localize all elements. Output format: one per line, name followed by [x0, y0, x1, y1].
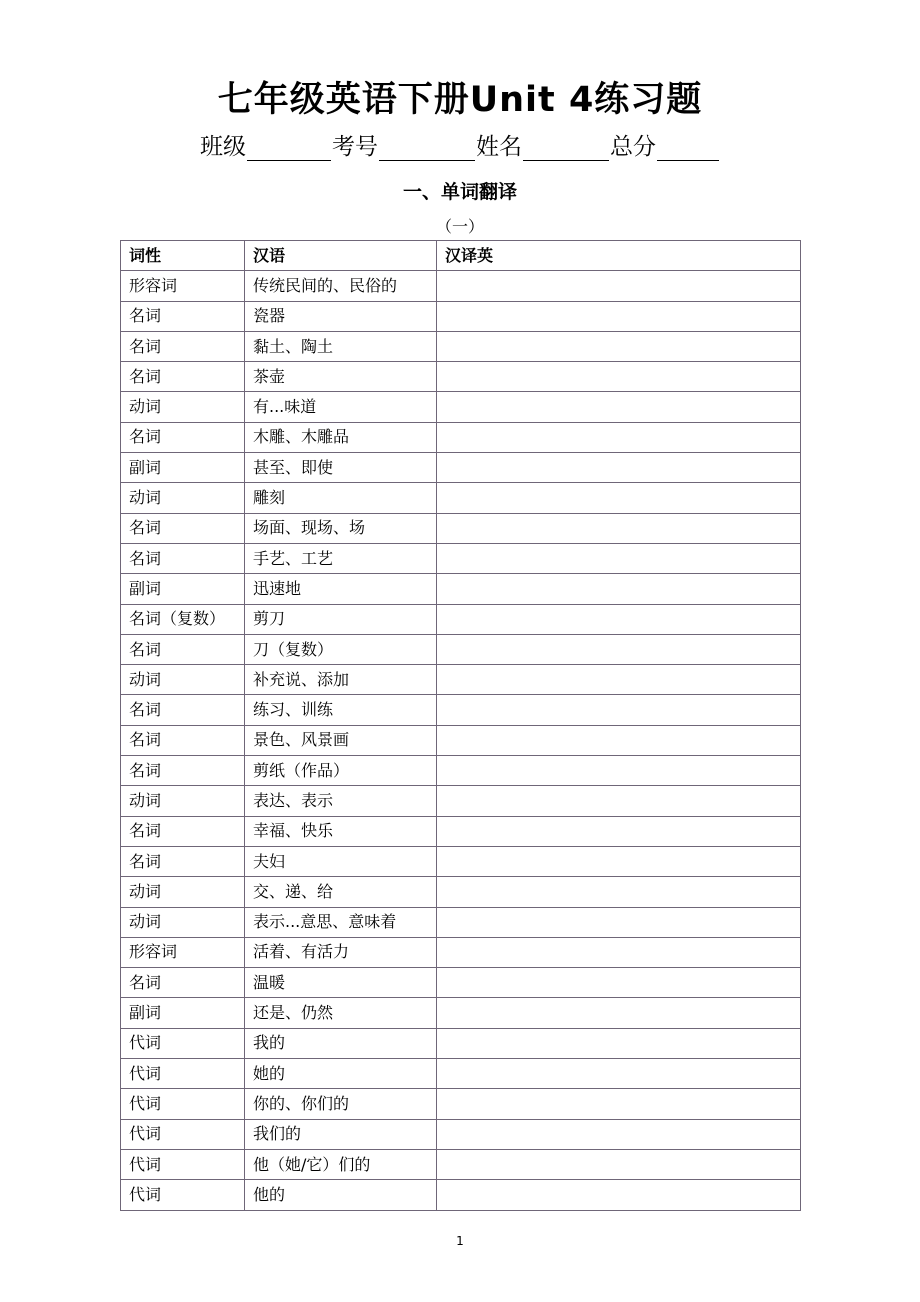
english-answer-cell[interactable]	[437, 422, 801, 452]
header-english: 汉译英	[437, 241, 801, 271]
english-answer-cell[interactable]	[437, 937, 801, 967]
chinese-cell: 幸福、快乐	[245, 816, 437, 846]
pos-cell: 动词	[121, 907, 245, 937]
table-row	[121, 422, 801, 452]
pos-cell: 名词	[121, 725, 245, 755]
table-row	[121, 483, 801, 513]
chinese-cell: 我的	[245, 1028, 437, 1058]
table-row	[121, 301, 801, 331]
pos-cell: 形容词	[121, 937, 245, 967]
pos-cell: 名词	[121, 301, 245, 331]
pos-cell: 动词	[121, 877, 245, 907]
chinese-cell: 传统民间的、民俗的	[245, 271, 437, 301]
chinese-cell: 有...味道	[245, 392, 437, 422]
table-row	[121, 1149, 801, 1179]
table-row	[121, 846, 801, 876]
english-answer-cell[interactable]	[437, 634, 801, 664]
table-row	[121, 786, 801, 816]
pos-cell: 动词	[121, 392, 245, 422]
header-chinese: 汉语	[245, 241, 437, 271]
chinese-cell: 表达、表示	[245, 786, 437, 816]
table-row	[121, 1089, 801, 1119]
english-answer-cell[interactable]	[437, 1059, 801, 1089]
english-answer-cell[interactable]	[437, 453, 801, 483]
english-answer-cell[interactable]	[437, 1149, 801, 1179]
table-row	[121, 937, 801, 967]
page-title: 七年级英语下册Unit 4练习题	[217, 80, 703, 120]
section-title: 一、单词翻译	[402, 181, 517, 203]
table-row	[121, 392, 801, 422]
chinese-cell: 剪纸（作品）	[245, 756, 437, 786]
table-row	[121, 725, 801, 755]
english-answer-cell[interactable]	[437, 786, 801, 816]
chinese-cell: 茶壶	[245, 362, 437, 392]
pos-cell: 代词	[121, 1180, 245, 1210]
english-answer-cell[interactable]	[437, 877, 801, 907]
subsection-title: （一）	[435, 217, 484, 236]
table-row	[121, 1119, 801, 1149]
score-blank[interactable]	[657, 136, 719, 161]
chinese-cell: 他（她/它）们的	[245, 1149, 437, 1179]
table-row	[121, 453, 801, 483]
english-answer-cell[interactable]	[437, 483, 801, 513]
vocab-table	[120, 240, 801, 1211]
chinese-cell: 交、递、给	[245, 877, 437, 907]
english-answer-cell[interactable]	[437, 574, 801, 604]
pos-cell: 名词	[121, 634, 245, 664]
table-row	[121, 513, 801, 543]
table-row	[121, 271, 801, 301]
name-blank[interactable]	[523, 136, 609, 161]
table-row	[121, 1059, 801, 1089]
english-answer-cell[interactable]	[437, 998, 801, 1028]
table-row	[121, 816, 801, 846]
pos-cell: 代词	[121, 1119, 245, 1149]
pos-cell: 名词	[121, 968, 245, 998]
table-row	[121, 604, 801, 634]
table-row	[121, 695, 801, 725]
pos-cell: 代词	[121, 1149, 245, 1179]
score-label: 总分	[610, 134, 656, 160]
chinese-cell: 我们的	[245, 1119, 437, 1149]
pos-cell: 动词	[121, 665, 245, 695]
english-answer-cell[interactable]	[437, 1180, 801, 1210]
table-row	[121, 634, 801, 664]
english-answer-cell[interactable]	[437, 301, 801, 331]
chinese-cell: 瓷器	[245, 301, 437, 331]
pos-cell: 名词	[121, 331, 245, 361]
english-answer-cell[interactable]	[437, 695, 801, 725]
table-row	[121, 998, 801, 1028]
chinese-cell: 活着、有活力	[245, 937, 437, 967]
english-answer-cell[interactable]	[437, 1028, 801, 1058]
chinese-cell: 他的	[245, 1180, 437, 1210]
number-label: 考号	[332, 134, 378, 160]
table-row	[121, 574, 801, 604]
pos-cell: 动词	[121, 786, 245, 816]
class-blank[interactable]	[247, 136, 331, 161]
chinese-cell: 手艺、工艺	[245, 543, 437, 573]
chinese-cell: 迅速地	[245, 574, 437, 604]
english-answer-cell[interactable]	[437, 725, 801, 755]
pos-cell: 名词（复数）	[121, 604, 245, 634]
chinese-cell: 黏土、陶土	[245, 331, 437, 361]
chinese-cell: 场面、现场、场	[245, 513, 437, 543]
english-answer-cell[interactable]	[437, 756, 801, 786]
chinese-cell: 补充说、添加	[245, 665, 437, 695]
pos-cell: 名词	[121, 422, 245, 452]
english-answer-cell[interactable]	[437, 392, 801, 422]
table-row	[121, 665, 801, 695]
pos-cell: 代词	[121, 1089, 245, 1119]
english-answer-cell[interactable]	[437, 816, 801, 846]
chinese-cell: 景色、风景画	[245, 725, 437, 755]
pos-cell: 副词	[121, 998, 245, 1028]
english-answer-cell[interactable]	[437, 513, 801, 543]
pos-cell: 名词	[121, 362, 245, 392]
pos-cell: 代词	[121, 1028, 245, 1058]
table-header-row	[121, 241, 801, 271]
chinese-cell: 剪刀	[245, 604, 437, 634]
table-row	[121, 877, 801, 907]
chinese-cell: 还是、仍然	[245, 998, 437, 1028]
table-row	[121, 1180, 801, 1210]
english-answer-cell[interactable]	[437, 1089, 801, 1119]
english-answer-cell[interactable]	[437, 331, 801, 361]
table-row	[121, 968, 801, 998]
page-number: 1	[456, 1234, 464, 1248]
table-row	[121, 756, 801, 786]
number-blank[interactable]	[379, 136, 475, 161]
pos-cell: 名词	[121, 846, 245, 876]
chinese-cell: 温暖	[245, 968, 437, 998]
pos-cell: 代词	[121, 1059, 245, 1089]
pos-cell: 名词	[121, 695, 245, 725]
pos-cell: 名词	[121, 756, 245, 786]
pos-cell: 名词	[121, 543, 245, 573]
english-answer-cell[interactable]	[437, 362, 801, 392]
student-info-line	[0, 128, 920, 161]
english-answer-cell[interactable]	[437, 665, 801, 695]
header-pos: 词性	[121, 241, 245, 271]
chinese-cell: 表示...意思、意味着	[245, 907, 437, 937]
table-row	[121, 331, 801, 361]
class-label: 班级	[200, 134, 246, 160]
chinese-cell: 甚至、即使	[245, 453, 437, 483]
table-row	[121, 907, 801, 937]
chinese-cell: 你的、你们的	[245, 1089, 437, 1119]
english-answer-cell[interactable]	[437, 846, 801, 876]
english-answer-cell[interactable]	[437, 1119, 801, 1149]
pos-cell: 形容词	[121, 271, 245, 301]
english-answer-cell[interactable]	[437, 271, 801, 301]
pos-cell: 副词	[121, 574, 245, 604]
english-answer-cell[interactable]	[437, 543, 801, 573]
chinese-cell: 她的	[245, 1059, 437, 1089]
english-answer-cell[interactable]	[437, 968, 801, 998]
pos-cell: 动词	[121, 483, 245, 513]
pos-cell: 名词	[121, 513, 245, 543]
chinese-cell: 木雕、木雕品	[245, 422, 437, 452]
name-label: 姓名	[476, 134, 522, 160]
chinese-cell: 练习、训练	[245, 695, 437, 725]
chinese-cell: 刀（复数）	[245, 634, 437, 664]
pos-cell: 副词	[121, 453, 245, 483]
table-row	[121, 543, 801, 573]
english-answer-cell[interactable]	[437, 604, 801, 634]
chinese-cell: 雕刻	[245, 483, 437, 513]
english-answer-cell[interactable]	[437, 907, 801, 937]
table-row	[121, 1028, 801, 1058]
table-row	[121, 362, 801, 392]
chinese-cell: 夫妇	[245, 846, 437, 876]
pos-cell: 名词	[121, 816, 245, 846]
